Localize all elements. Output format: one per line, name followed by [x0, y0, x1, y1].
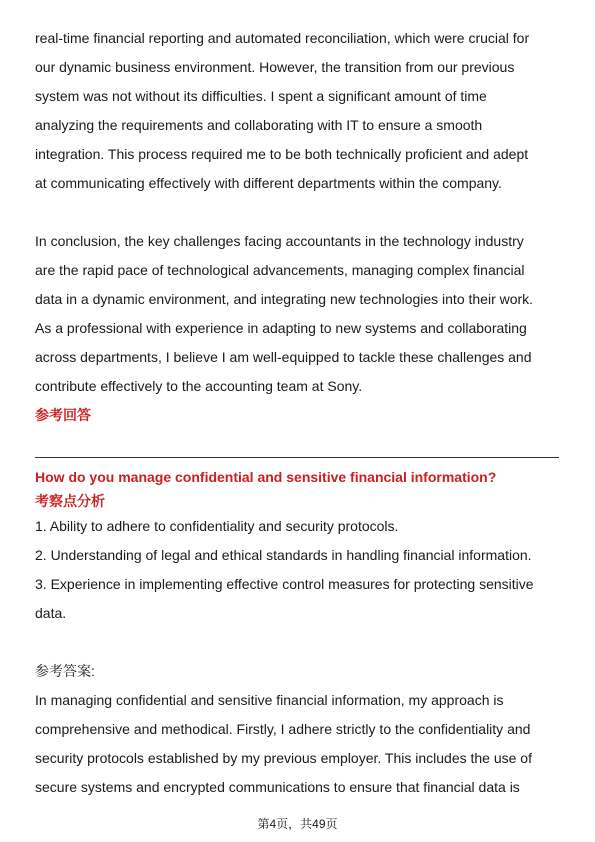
- text-line: security protocols established by my previous employer. This includes the use of: [35, 750, 532, 766]
- question-heading: How do you manage confidential and sensitive financial information?: [35, 469, 497, 485]
- text-line: comprehensive and methodical. Firstly, I adhere strictly to the confidentiality and: [35, 721, 531, 737]
- spacer: [35, 628, 565, 657]
- list-item: 1. Ability to adhere to confidentiality and security protocols.: [35, 518, 399, 534]
- text-line: analyzing the requirements and collaborating with IT to ensure a smooth: [35, 117, 483, 133]
- text-line: across departments, I believe I am well-equipped to tackle these challenges and: [35, 349, 532, 365]
- text-line: system was not without its difficulties. I spent a significant amount of time: [35, 88, 487, 104]
- reference-answer-heading: 参考回答: [35, 407, 91, 423]
- spacer: [35, 198, 565, 227]
- section-divider: [35, 457, 559, 458]
- text-line: at communicating effectively with different departments within the company.: [35, 175, 502, 191]
- analysis-points: [35, 512, 565, 628]
- text-line: are the rapid pace of technological advancements, managing complex financial: [35, 262, 525, 278]
- answer-paragraph: [35, 686, 565, 802]
- list-item: 3. Experience in implementing effective control measures for protecting sensitive: [35, 576, 534, 592]
- text-line: real-time financial reporting and automated reconciliation, which were crucial for: [35, 30, 530, 46]
- answer-label: 参考答案:: [35, 663, 95, 679]
- text-line: In managing confidential and sensitive financial information, my approach is: [35, 692, 504, 708]
- document-page: [35, 24, 565, 802]
- page-number-footer: 第4页，共49页: [257, 817, 338, 831]
- text-line: integration. This process required me to be both technically proficient and adept: [35, 146, 529, 162]
- text-line: secure systems and encrypted communications to ensure that financial data is: [35, 779, 520, 795]
- text-line: data in a dynamic environment, and integrating new technologies into their work.: [35, 291, 534, 307]
- analysis-heading: 考察点分析: [35, 493, 105, 509]
- paragraph-conclusion: [35, 227, 565, 401]
- text-line: contribute effectively to the accounting team at Sony.: [35, 378, 363, 394]
- paragraph-integration: [35, 24, 565, 198]
- text-line: In conclusion, the key challenges facing accountants in the technology industry: [35, 233, 524, 249]
- text-line: As a professional with experience in adapting to new systems and collaborating: [35, 320, 527, 336]
- list-item: 2. Understanding of legal and ethical standards in handling financial information.: [35, 547, 532, 563]
- list-item: data.: [35, 605, 67, 621]
- text-line: our dynamic business environment. However, the transition from our previous: [35, 59, 515, 75]
